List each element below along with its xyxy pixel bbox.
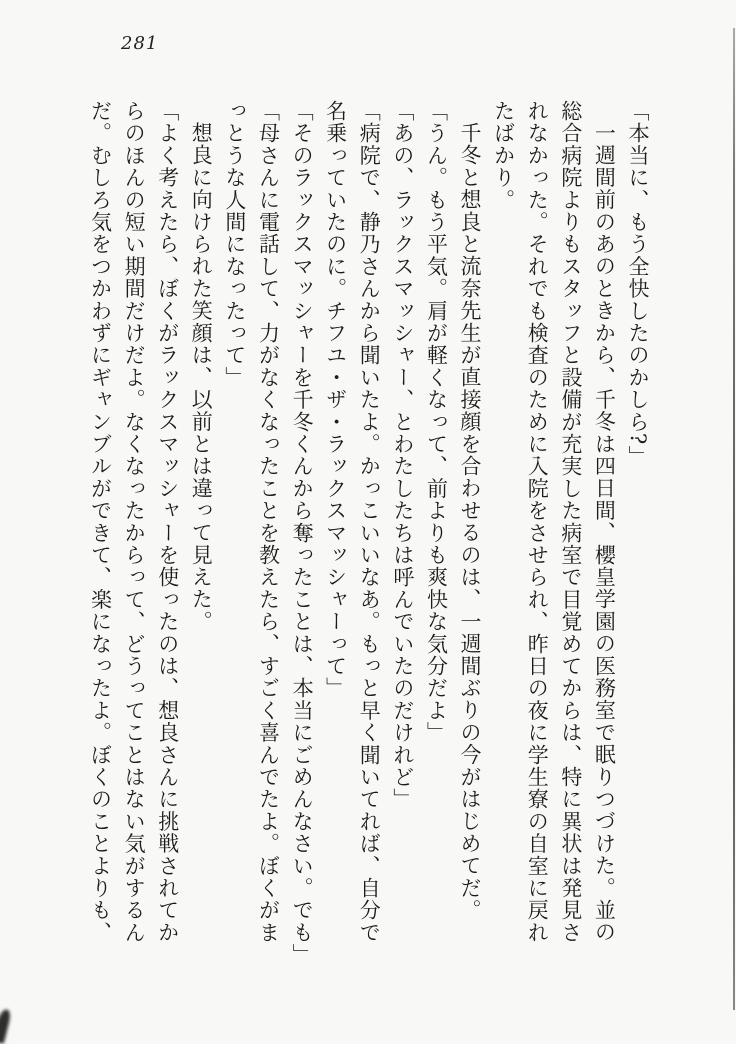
text-column: 千冬と想良と流奈先生が直接顔を合わせるのは、一週間ぶりの今がはじめてだ。 bbox=[458, 122, 483, 922]
text-column: れなかった。それでも検査のために入院をさせられ、昨日の夜に学生寮の自室に戻れ bbox=[525, 100, 550, 944]
text-column: だ。むしろ気をつかわずにギャンブルができて、楽になったよ。ぼくのことよりも、 bbox=[88, 100, 113, 944]
body-text bbox=[83, 100, 654, 966]
text-column: 総合病院よりもスタッフと設備が充実した病室で目覚めてからは、特に異状は発見さ bbox=[558, 100, 583, 944]
text-column: 「うん。もう平気。肩が軽くなって、前よりも爽快な気分だよ」 bbox=[424, 100, 449, 744]
text-column: 想良に向けられた笑顔は、以前とは違って見えた。 bbox=[189, 122, 214, 633]
text-column: 名乗っていたのに。チフユ・ザ・ラックスマッシャーって」 bbox=[323, 100, 348, 700]
text-column: 「あの、ラックスマッシャー、とわたしたちは呼んでいたのだけれど」 bbox=[390, 100, 415, 811]
text-column: 一週間前のあのときから、千冬は四日間、櫻皇学園の医務室で眠りつづけた。並の bbox=[592, 122, 617, 944]
page-edge-line bbox=[733, 28, 735, 1010]
text-column: 「そのラックスマッシャーを千冬くんから奪ったことは、本当にごめんなさい。でも」 bbox=[290, 100, 315, 966]
page-number: 281 bbox=[121, 33, 159, 54]
text-column: たばかり。 bbox=[491, 100, 516, 211]
text-column: っとうな人間になったって」 bbox=[222, 100, 247, 389]
text-column: らのほんの短い期間だけだよ。なくなったからって、どうってことはない気がするん bbox=[122, 100, 147, 944]
text-column: 「母さんに電話して、力がなくなったことを教えたら、すごく喜んでたよ。ぼくがま bbox=[256, 100, 281, 944]
text-column: 「病院で、静乃さんから聞いたよ。かっこいいなあ。もっと早く聞いてれば、自分で bbox=[357, 100, 382, 944]
text-column: 「本当に、もう全快したのかしら?」 bbox=[626, 100, 650, 468]
scan-smudge bbox=[0, 1008, 12, 1044]
text-column: 「よく考えたら、ぼくがラックスマッシャーを使ったのは、想良さんに挑戦されてか bbox=[155, 100, 180, 944]
